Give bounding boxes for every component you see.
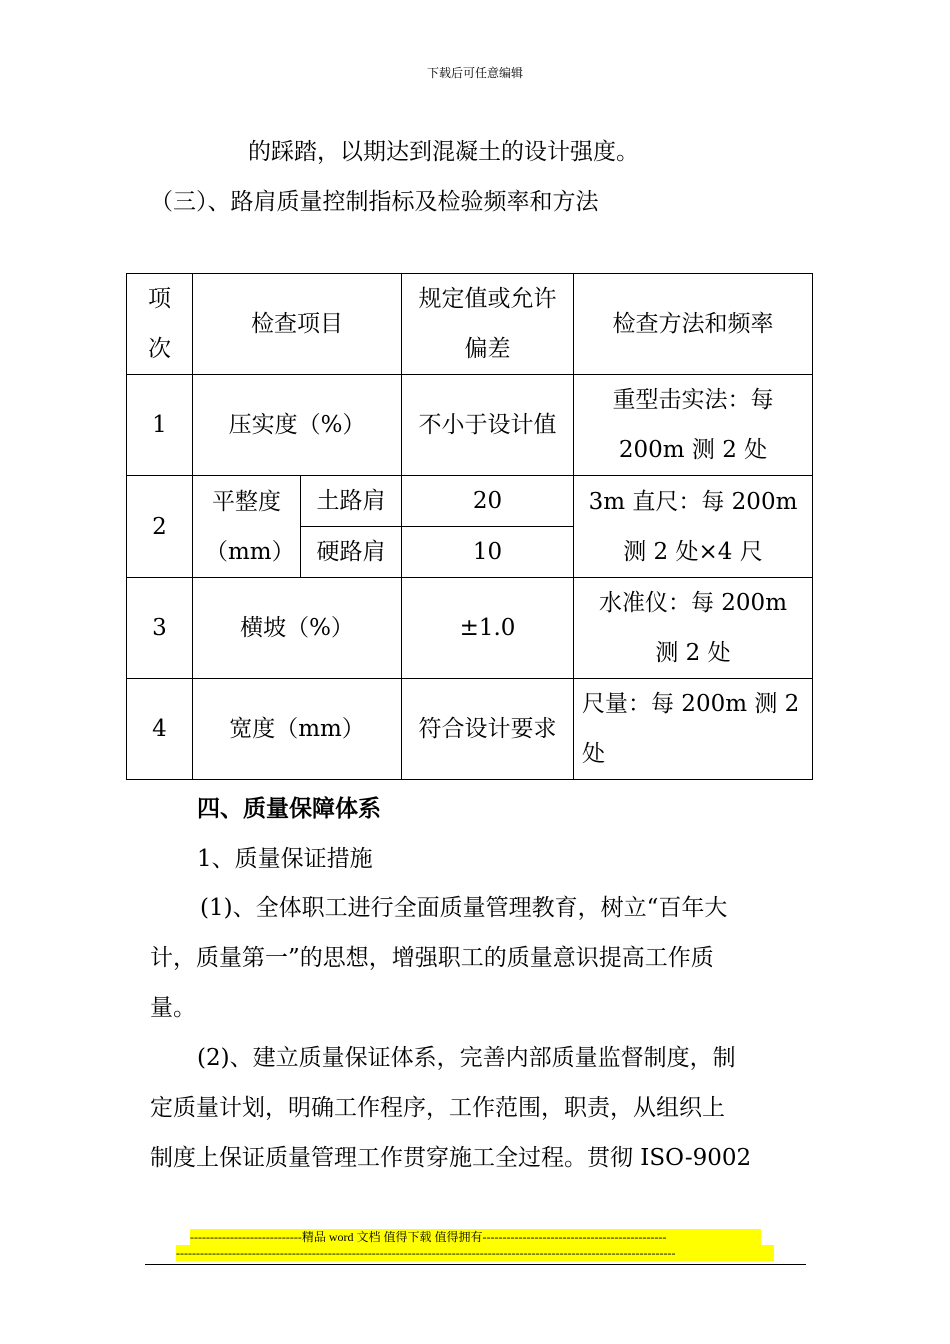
paragraph-line: (1)、全体职工进行全面质量管理教育，树立“百年大 — [200, 895, 728, 921]
header-item: 检查项目 — [193, 274, 402, 375]
cell-subitem: 硬路肩 — [301, 527, 402, 578]
subsection-title: 1、质量保证措施 — [197, 846, 373, 872]
header-no: 项次 — [127, 274, 193, 375]
page-header-note: 下载后可任意编辑 — [426, 66, 523, 80]
paragraph-line: 定质量计划，明确工作程序，工作范围，职责，从组织上 — [150, 1095, 725, 1121]
table-row — [127, 578, 813, 679]
cell-method: 重型击实法：每200m 测 2 处 — [574, 375, 813, 476]
header-allow: 规定值或允许偏差 — [402, 274, 574, 375]
quality-control-table — [126, 273, 813, 780]
cell-item: 压实度（%） — [193, 375, 402, 476]
cell-allow: 不小于设计值 — [402, 375, 574, 476]
cell-method: 3m 直尺：每 200m 测 2 处×4 尺 — [574, 476, 813, 578]
cell-no: 2 — [127, 476, 193, 578]
paragraph-line: 制度上保证质量管理工作贯穿施工全过程。贯彻 ISO-9002 — [150, 1145, 752, 1171]
cell-method: 水准仪：每 200m 测 2 处 — [574, 578, 813, 679]
footer-banner-line2: ----------------------------------------------------------------------------------------------------------------------------- — [176, 1245, 774, 1261]
cell-allow: 10 — [402, 527, 574, 578]
table-caption: （三）、路肩质量控制指标及检验频率和方法 — [150, 189, 599, 215]
cell-no: 4 — [127, 679, 193, 780]
cell-item: 平整度（mm） — [193, 476, 301, 578]
table-row — [127, 375, 813, 476]
cell-allow: ±1.0 — [402, 578, 574, 679]
section-title: 四、质量保障体系 — [197, 795, 381, 822]
paragraph-line: 的踩踏，以期达到混凝土的设计强度。 — [248, 139, 639, 165]
cell-subitem: 土路肩 — [301, 476, 402, 527]
cell-allow: 20 — [402, 476, 574, 527]
cell-method: 尺量：每 200m 测 2 处 — [574, 679, 813, 780]
cell-no: 3 — [127, 578, 193, 679]
header-method: 检查方法和频率 — [574, 274, 813, 375]
footer-banner-line1: ----------------------------精品 word 文档 值得下载 值得拥有---------------------------------------------- — [190, 1229, 761, 1245]
table-header-row — [127, 274, 813, 375]
table-row — [127, 476, 813, 527]
paragraph-line: (2)、建立质量保证体系，完善内部质量监督制度，制 — [197, 1045, 736, 1071]
table-row — [127, 679, 813, 780]
cell-allow: 符合设计要求 — [402, 679, 574, 780]
paragraph-line: 计，质量第一”的思想，增强职工的质量意识提高工作质 — [150, 945, 714, 971]
paragraph-line: 量。 — [150, 995, 196, 1021]
footer-divider — [145, 1264, 806, 1265]
cell-item: 横坡（%） — [193, 578, 402, 679]
cell-item: 宽度（mm） — [193, 679, 402, 780]
cell-no: 1 — [127, 375, 193, 476]
